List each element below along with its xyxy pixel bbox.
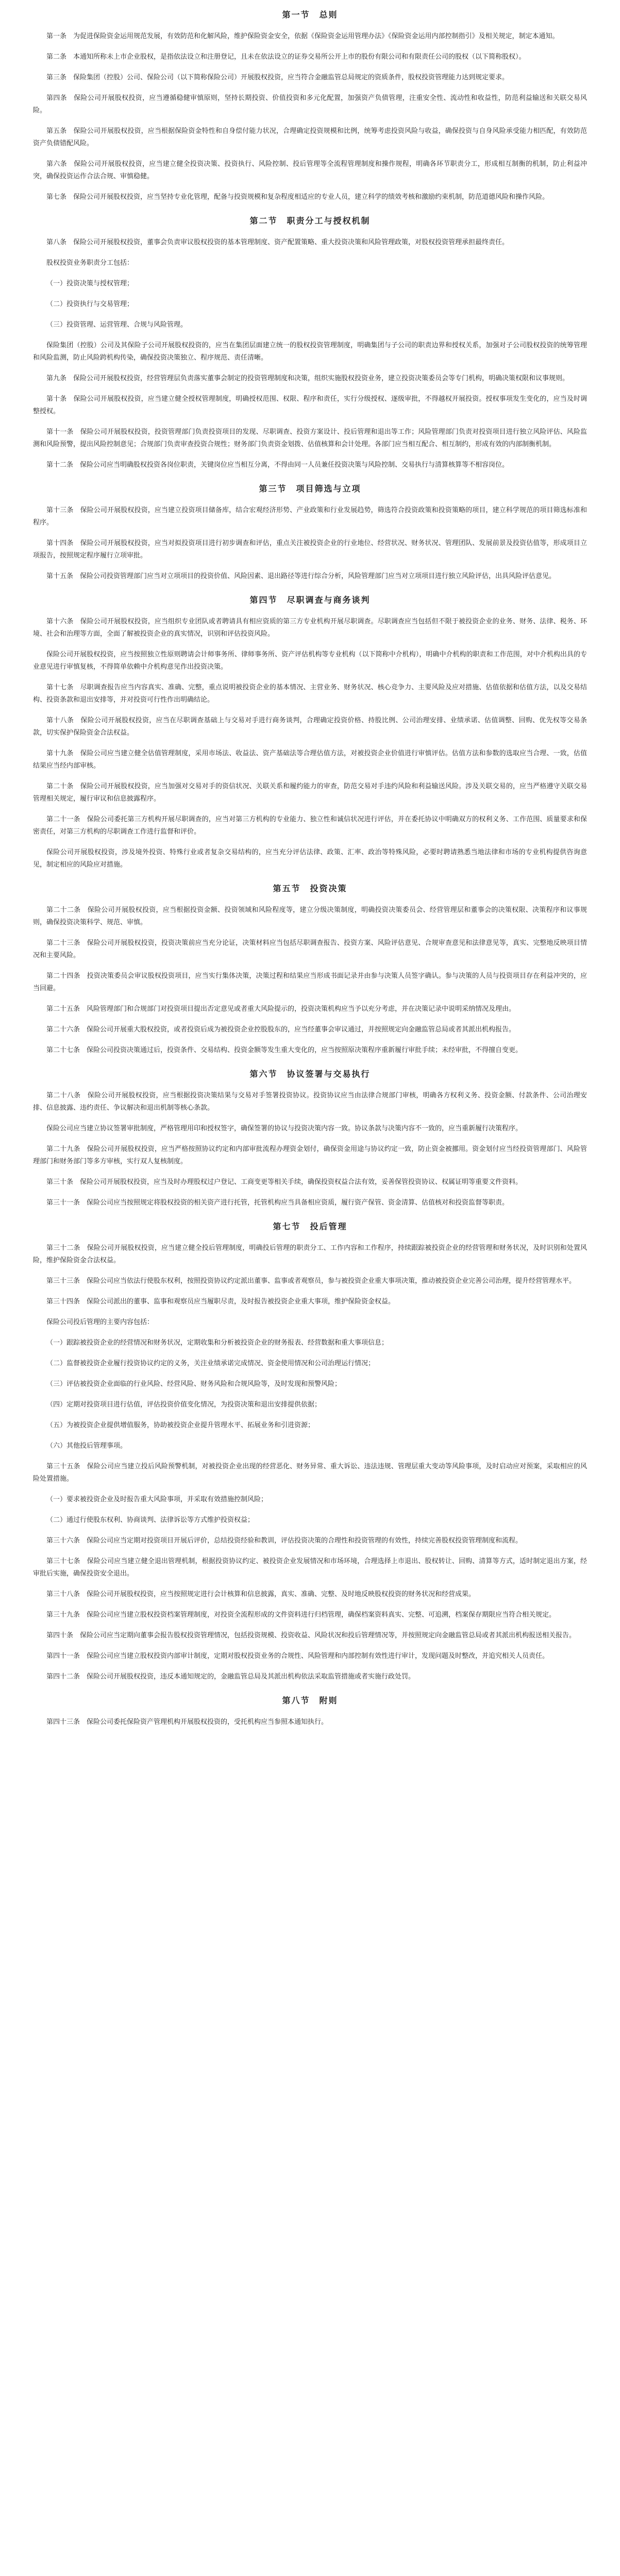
paragraph: 第六条 保险公司开展股权投资，应当建立健全投资决策、投资执行、风险控制、投后管理等全流程管理制度和操作规程，明确各环节职责分工，形成相互制衡的机制，防止利益冲突，确保投资运作合法合规、审慎稳健。 <box>33 160 587 180</box>
section-heading: 第五节 投资决策 <box>273 884 347 893</box>
paragraph: 第四条 保险公司开展股权投资，应当遵循稳健审慎原则，坚持长期投资、价值投资和多元化配置，加强资产负债管理，注重安全性、流动性和收益性，防范利益输送和关联交易风险。 <box>33 94 587 114</box>
paragraph: 第三十八条 保险公司开展股权投资，应当按照规定进行会计核算和信息披露，真实、准确、完整、及时地反映股权投资的财务状况和经营成果。 <box>46 1590 476 1598</box>
paragraph: （二）通过行使股东权利、协商谈判、法律诉讼等方式维护投资权益； <box>46 1516 255 1524</box>
paragraph: 第十五条 保险公司投资管理部门应当对立项项目的投资价值、风险因素、退出路径等进行综合分析，风险管理部门应当对立项项目进行独立风险评估，出具风险评估意见。 <box>46 572 556 580</box>
paragraph: 第九条 保险公司开展股权投资，经营管理层负责落实董事会制定的投资管理制度和决策，组织实施股权投资业务，建立投资决策委员会等专门机构，明确决策权限和议事规则。 <box>46 375 569 382</box>
paragraph: 保险公司开展股权投资，涉及境外投资、特殊行业或者复杂交易结构的，应当充分评估法律、政策、汇率、政治等特殊风险，必要时聘请熟悉当地法律和市场的专业机构提供咨询意见，制定相应的风险应对措施。 <box>33 849 587 869</box>
paragraph: 第三条 保险集团（控股）公司、保险公司（以下简称保险公司）开展股权投资，应当符合金融监管总局规定的资质条件，股权投资管理能力达到规定要求。 <box>46 74 509 81</box>
paragraph: （四）定期对投资项目进行估值，评估投资价值变化情况，为投资决策和退出安排提供依据； <box>46 1401 322 1409</box>
paragraph: 第二十八条 保险公司开展股权投资，应当根据投资决策结果与交易对手签署投资协议。投资协议应当由法律合规部门审核，明确各方权利义务、投资金额、付款条件、公司治理安排、信息披露、违约责任、争议解决和退出机制等核心条款。 <box>33 1092 587 1112</box>
paragraph: 第三十三条 保险公司应当依法行使股东权利，按照投资协议约定派出董事、监事或者观察员，参与被投资企业重大事项决策，推动被投资企业完善公司治理，提升经营管理水平。 <box>46 1277 576 1285</box>
paragraph: （二）投资执行与交易管理； <box>46 300 134 308</box>
paragraph: 第三十一条 保险公司应当按照规定将股权投资的相关资产进行托管，托管机构应当具备相应资质，履行资产保管、资金清算、估值核对和投资监督等职责。 <box>46 1199 509 1207</box>
paragraph: （五）为被投资企业提供增值服务，协助被投资企业提升管理水平、拓展业务和引进资源； <box>46 1421 315 1429</box>
paragraph: 第十二条 保险公司应当明确股权投资各岗位职责，关键岗位应当相互分离，不得由同一人员兼任投资决策与风险控制、交易执行与清算核算等不相容岗位。 <box>46 461 509 469</box>
section-heading: 第七节 投后管理 <box>273 1222 347 1231</box>
paragraph: （一）跟踪被投资企业的经营情况和财务状况，定期收集和分析被投资企业的财务报表、经营数据和重大事项信息； <box>46 1339 389 1347</box>
paragraph: （六）其他投后管理事项。 <box>46 1442 127 1450</box>
paragraph: 第十九条 保险公司应当建立健全估值管理制度，采用市场法、收益法、资产基础法等合理估值方法，对被投资企业价值进行审慎评估。估值方法和参数的选取应当合理、一致，估值结果应当经内部审核。 <box>33 750 587 770</box>
paragraph: 第二十三条 保险公司开展股权投资，投资决策前应当充分论证，决策材料应当包括尽职调查报告、投资方案、风险评估意见、合规审查意见和法律意见等，真实、完整地反映项目情况和主要风险。 <box>33 939 587 959</box>
paragraph: 第三十九条 保险公司应当建立股权投资档案管理制度，对投资全流程形成的文件资料进行归档管理，确保档案资料真实、完整、可追溯，档案保存期限应当符合相关规定。 <box>46 1611 556 1619</box>
paragraph: 保险公司应当建立协议签署审批制度，严格管理用印和授权签字，确保签署的协议与投资决策内容一致。协议条款与决策内容不一致的，应当重新履行决策程序。 <box>46 1125 523 1132</box>
paragraph: 第一条 为促进保险资金运用规范发展，有效防范和化解风险，维护保险资金安全，依据《保险资金运用管理办法》《保险资金运用内部控制指引》及相关规定，制定本通知。 <box>46 32 559 40</box>
paragraph: 保险集团（控股）公司及其保险子公司开展股权投资的，应当在集团层面建立统一的股权投资管理制度，明确集团与子公司的职责边界和授权关系，加强对子公司股权投资的统筹管理和风险监测，防止风险跨机构传染，确保投资决策独立、程序规范、责任清晰。 <box>33 342 587 362</box>
paragraph: 第四十条 保险公司应当定期向董事会报告股权投资管理情况，包括投资规模、投资收益、风险状况和投后管理情况等，并按照规定向金融监管总局或者其派出机构报送相关报告。 <box>46 1632 576 1639</box>
paragraph: 第二条 本通知所称未上市企业股权，是指依法设立和注册登记，且未在依法设立的证券交易所公开上市的股份有限公司和有限责任公司的股权（以下简称股权）。 <box>46 53 526 61</box>
paragraph: 第四十三条 保险公司委托保险资产管理机构开展股权投资的，受托机构应当参照本通知执行。 <box>46 1718 328 1726</box>
paragraph: 第十条 保险公司开展股权投资，应当建立健全授权管理制度，明确授权范围、权限、程序和责任，实行分级授权、逐级审批，不得越权开展投资。授权事项发生变化的，应当及时调整授权。 <box>33 395 587 415</box>
paragraph: 保险公司开展股权投资，应当按照独立性原则聘请会计师事务所、律师事务所、资产评估机构等专业机构（以下简称中介机构），明确中介机构的职责和工作范围，对中介机构出具的专业意见进行审慎复核，不得简单依赖中介机构意见作出投资决策。 <box>33 651 587 671</box>
paragraph: 第八条 保险公司开展股权投资，董事会负责审议股权投资的基本管理制度、资产配置策略、重大投资决策和风险管理政策，对股权投资管理承担最终责任。 <box>46 239 509 246</box>
paragraph: 第二十五条 风险管理部门和合规部门对投资项目提出否定意见或者重大风险提示的，投资决策机构应当予以充分考虑，并在决策记录中说明采纳情况及理由。 <box>46 1005 516 1013</box>
paragraph: （二）监督被投资企业履行投资协议约定的义务，关注业绩承诺完成情况、资金使用情况和公司治理运行情况； <box>46 1360 375 1367</box>
paragraph: 第三十条 保险公司开展股权投资，应当及时办理股权过户登记、工商变更等相关手续，确保投资权益合法有效，妥善保管投资协议、权属证明等重要文件资料。 <box>46 1178 523 1186</box>
paragraph: 第二十条 保险公司开展股权投资，应当加强对交易对手的资信状况、关联关系和履约能力的审查，防范交易对手违约风险和利益输送风险。涉及关联交易的，应当严格遵守关联交易管理相关规定，履行审议和信息披露程序。 <box>33 783 587 803</box>
paragraph: 第二十六条 保险公司开展重大股权投资，或者投资后成为被投资企业控股股东的，应当经董事会审议通过，并按照规定向金融监管总局或者其派出机构报告。 <box>46 1026 516 1033</box>
paragraph: 第十八条 保险公司开展股权投资，应当在尽职调查基础上与交易对手进行商务谈判，合理确定投资价格、持股比例、公司治理安排、业绩承诺、估值调整、回购、优先权等交易条款，切实保护保险资金合法权益。 <box>33 717 587 737</box>
paragraph: 保险公司投后管理的主要内容包括： <box>46 1318 154 1326</box>
section-heading: 第一节 总则 <box>282 10 338 20</box>
section-heading: 第二节 职责分工与授权机制 <box>249 216 371 226</box>
paragraph: （一）投资决策与授权管理； <box>46 280 134 287</box>
paragraph: 第十四条 保险公司开展股权投资，应当对拟投资项目进行初步调查和评估，重点关注被投资企业的行业地位、经营状况、财务状况、管理团队、发展前景及投资估值等，形成项目立项报告，按照规定程序履行立项审批。 <box>33 539 587 560</box>
paragraph: （三）评估被投资企业面临的行业风险、经营风险、财务风险和合规风险等，及时发现和预警风险； <box>46 1380 342 1388</box>
paragraph: 第七条 保险公司开展股权投资，应当坚持专业化管理，配备与投资规模和复杂程度相适应的专业人员，建立科学的绩效考核和激励约束机制，防范道德风险和操作风险。 <box>46 193 549 201</box>
paragraph: 第十七条 尽职调查报告应当内容真实、准确、完整，重点说明被投资企业的基本情况、主营业务、财务状况、核心竞争力、主要风险及应对措施、估值依据和估值方法，以及交易结构、投资条款和退出安排等，并对投资可行性作出明确结论。 <box>33 684 587 704</box>
paragraph: 第四十二条 保险公司开展股权投资，违反本通知规定的，金融监管总局及其派出机构依法采取监管措施或者实施行政处罚。 <box>46 1673 415 1681</box>
paragraph: 第二十四条 投资决策委员会审议股权投资项目，应当实行集体决策，决策过程和结果应当形成书面记录并由参与决策人员签字确认。参与决策的人员与投资项目存在利益冲突的，应当回避。 <box>33 972 587 992</box>
section-heading: 第四节 尽职调查与商务谈判 <box>249 595 371 605</box>
section-heading: 第八节 附则 <box>282 1696 338 1705</box>
paragraph: 第五条 保险公司开展股权投资，应当根据保险资金特性和自身偿付能力状况，合理确定投资规模和比例，统筹考虑投资风险与收益，确保投资与自身风险承受能力相匹配，有效防范资产负债错配风险。 <box>33 127 587 147</box>
section-heading: 第六节 协议签署与交易执行 <box>249 1069 371 1079</box>
paragraph: 第十一条 保险公司开展股权投资，投资管理部门负责投资项目的发现、尽职调查、投资方案设计、投后管理和退出等工作；风险管理部门负责对投资项目进行独立风险评估、风险监测和风险预警，提出风险控制意见；合规部门负责审查投资合规性；财务部门负责资金划拨、估值核算和会计处理。各部门应当相互配合、相互制约，形成有效的内部制衡机制。 <box>33 428 587 448</box>
paragraph: 股权投资业务职责分工包括： <box>46 259 134 267</box>
paragraph: 第三十二条 保险公司开展股权投资，应当建立健全投后管理制度，明确投后管理的职责分工、工作内容和工作程序，持续跟踪被投资企业的经营管理和财务状况，及时识别和处置风险，维护保险资金合法权益。 <box>33 1244 587 1264</box>
paragraph: 第十六条 保险公司开展股权投资，应当组织专业团队或者聘请具有相应资质的第三方专业机构开展尽职调查。尽职调查应当包括但不限于被投资企业的业务、财务、法律、税务、环境、社会和治理等方面，全面了解被投资企业的真实情况，识别和评估投资风险。 <box>33 618 587 638</box>
paragraph: （一）要求被投资企业及时报告重大风险事项，并采取有效措施控制风险； <box>46 1496 268 1503</box>
paragraph: 第二十九条 保险公司开展股权投资，应当严格按照协议约定和内部审批流程办理资金划付，确保资金用途与协议约定一致，防止资金被挪用。资金划付应当经投资管理部门、风险管理部门和财务部门等多方审核，实行双人复核制度。 <box>33 1145 587 1165</box>
paragraph: 第二十一条 保险公司委托第三方机构开展尽职调查的，应当对第三方机构的专业能力、独立性和诚信状况进行评估，并在委托协议中明确双方的权利义务、工作范围、质量要求和保密责任，对第三方机构的尽职调查工作进行监督和评价。 <box>33 816 587 836</box>
section-heading: 第三节 项目筛选与立项 <box>259 484 361 494</box>
paragraph: （三）投资管理、运营管理、合规与风险管理。 <box>46 321 188 329</box>
paragraph: 第二十七条 保险公司投资决策通过后，投资条件、交易结构、投资金额等发生重大变化的，应当按照原决策程序重新履行审批手续；未经审批，不得擅自变更。 <box>46 1046 523 1054</box>
paragraph: 第三十五条 保险公司应当建立投后风险预警机制，对被投资企业出现的经营恶化、财务异常、重大诉讼、违法违规、管理层重大变动等风险事项，及时启动应对预案，采取相应的风险处置措施。 <box>33 1463 587 1483</box>
paragraph: 第四十一条 保险公司应当建立股权投资内部审计制度，定期对股权投资业务的合规性、风险管理和内部控制有效性进行审计，发现问题及时整改，并追究相关人员责任。 <box>46 1652 549 1660</box>
paragraph: 第三十七条 保险公司应当建立健全退出管理机制，根据投资协议约定、被投资企业发展情况和市场环境，合理选择上市退出、股权转让、回购、清算等方式，适时制定退出方案，经审批后实施，确保投资安全退出。 <box>33 1557 587 1578</box>
paragraph: 第二十二条 保险公司开展股权投资，应当根据投资金额、投资领域和风险程度等，建立分级决策制度，明确投资决策委员会、经营管理层和董事会的决策权限、决策程序和议事规则，确保投资决策科学、规范、审慎。 <box>33 906 587 926</box>
document-body <box>33 3 587 1734</box>
paragraph: 第三十六条 保险公司应当定期对投资项目开展后评价，总结投资经验和教训，评估投资决策的合理性和投资管理的有效性，持续完善股权投资管理制度和流程。 <box>46 1537 523 1545</box>
paragraph: 第十三条 保险公司开展股权投资，应当建立投资项目储备库，结合宏观经济形势、产业政策和行业发展趋势，筛选符合投资政策和投资策略的项目，建立科学规范的项目筛选标准和程序。 <box>33 506 587 527</box>
paragraph: 第三十四条 保险公司派出的董事、监事和观察员应当履职尽责，及时报告被投资企业重大事项，维护保险资金权益。 <box>46 1298 395 1306</box>
